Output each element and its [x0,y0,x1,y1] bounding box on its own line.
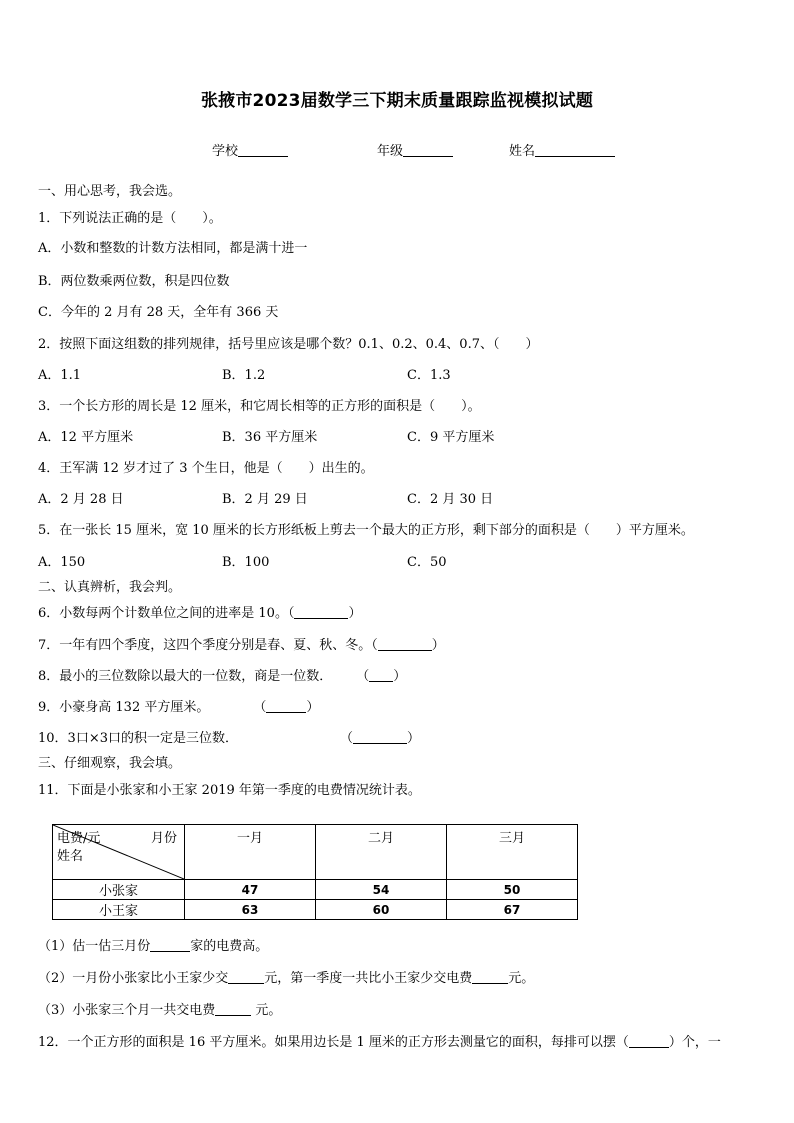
corner-label-fee: 电费/元 [57,831,101,846]
q8-answer-blank[interactable] [369,669,393,682]
q5-option-c: C．50 [407,555,447,570]
question-2: 2．按照下面这组数的排列规律，括号里应该是哪个数？0.1、0.2、0.4、0.7、（ ） [38,337,539,352]
name-label: 姓名 [509,144,536,159]
question-6: 6．小数每两个计数单位之间的进率是 10。（ ） [38,606,362,621]
q9-answer-blank[interactable] [266,700,306,713]
q3-option-c: C．9 平方厘米 [407,430,495,445]
row-name-zhang: 小张家 [53,880,185,900]
question-5: 5．在一张长 15 厘米，宽 10 厘米的长方形纸板上剪去一个最大的正方形，剩下部分的面积是（ ）平方厘米。 [38,523,694,538]
grade-blank[interactable] [403,143,453,157]
table-header-row [53,825,578,880]
question-10: 10．3口×3口的积一定是三位数． （ ） [38,731,421,746]
q2-option-a: A．1.1 [38,368,82,383]
name-field [509,140,615,159]
grade-field [377,140,453,159]
question-7: 7．一年有四个季度，这四个季度分别是春、夏、秋、冬。（ ） [38,638,445,653]
month-header-1: 一月 [185,825,316,880]
q1-option-a: A．小数和整数的计数方法相同，都是满十进一 [38,241,308,256]
q5-option-b: B．100 [222,555,270,570]
q11-sub-1 [38,935,268,954]
q10-text: 10．3口×3口的积一定是三位数． [38,731,238,746]
q3-option-b: B．36 平方厘米 [222,430,318,445]
question-12 [38,1031,721,1050]
q11-sub1-text-a: （1）估一估三月份 [38,939,151,954]
q12-text-b: ）个，一 [668,1035,721,1050]
table-corner-cell [53,825,185,880]
q4-option-b: B．2 月 29 日 [222,492,308,507]
q11-sub1-text-b: 家的电费高。 [190,939,269,954]
section-1-heading: 一、用心思考，我会选。 [38,184,182,199]
q11-sub2-blank-1[interactable] [228,971,264,984]
q9-text: 9．小豪身高 132 平方厘米。 [38,700,210,715]
q5-option-a: A．150 [38,555,86,570]
month-header-2: 二月 [316,825,447,880]
school-field [212,140,288,159]
question-11: 11．下面是小张家和小王家 2019 年第一季度的电费情况统计表。 [38,783,421,798]
question-3: 3．一个长方形的周长是 12 厘米，和它周长相等的正方形的面积是（ ）。 [38,399,481,414]
q6-text: 6．小数每两个计数单位之间的进率是 10。 [38,606,288,621]
month-header-3: 三月 [447,825,578,880]
grade-label: 年级 [377,144,404,159]
school-label: 学校 [212,144,239,159]
question-9: 9．小豪身高 132 平方厘米。 （ ） [38,700,320,715]
q11-sub3-text-a: （3）小张家三个月一共交电费 [38,1003,216,1018]
q1-option-c: C．今年的 2 月有 28 天，全年有 366 天 [38,305,279,320]
cell-value: 67 [447,900,578,920]
q4-option-c: C．2 月 30 日 [407,492,494,507]
question-4: 4．王军满 12 岁才过了 3 个生日，他是（ ）出生的。 [38,461,374,476]
q3-option-a: A．12 平方厘米 [38,430,134,445]
q11-sub2-blank-2[interactable] [472,971,508,984]
q11-sub1-blank[interactable] [150,939,190,952]
q10-answer-blank[interactable] [353,731,407,744]
q8-text: 8．最小的三位数除以最大的一位数，商是一位数． [38,669,333,684]
question-8: 8．最小的三位数除以最大的一位数，商是一位数． （ ） [38,669,407,684]
q11-sub2-text-b: 元，第一季度一共比小王家少交电费 [264,971,473,986]
q1-option-b: B．两位数乘两位数，积是四位数 [38,274,230,289]
row-name-wang: 小王家 [53,900,185,920]
school-blank[interactable] [238,143,288,157]
corner-label-month: 月份 [150,831,177,846]
cell-value: 47 [185,880,316,900]
q12-answer-blank[interactable] [629,1035,669,1048]
q2-option-c: C．1.3 [407,368,451,383]
section-3-heading: 三、仔细观察，我会填。 [38,756,182,771]
question-1: 1．下列说法正确的是（ ）。 [38,211,222,226]
cell-value: 50 [447,880,578,900]
q11-sub2-text-a: （2）一月份小张家比小王家少交 [38,971,229,986]
cell-value: 63 [185,900,316,920]
electricity-fee-table [52,824,578,920]
q11-sub-2 [38,967,534,986]
q7-text: 7．一年有四个季度，这四个季度分别是春、夏、秋、冬。 [38,638,372,653]
table-row [53,880,578,900]
table-row [53,900,578,920]
q2-option-b: B．1.2 [222,368,266,383]
q11-sub3-text-b: 元。 [251,1003,282,1018]
q7-answer-blank[interactable] [378,638,432,651]
page-title: 张掖市2023届数学三下期末质量跟踪监视模拟试题 [200,91,594,111]
q6-answer-blank[interactable] [294,606,348,619]
q11-sub-3 [38,999,281,1018]
cell-value: 54 [316,880,447,900]
q11-sub2-text-c: 元。 [508,971,535,986]
name-blank[interactable] [535,143,615,157]
cell-value: 60 [316,900,447,920]
q4-option-a: A．2 月 28 日 [38,492,124,507]
corner-label-name: 姓名 [57,849,84,864]
section-2-heading: 二、认真辨析，我会判。 [38,580,182,595]
q11-sub3-blank[interactable] [215,1003,251,1016]
q12-text-a: 12．一个正方形的面积是 16 平方厘米。如果用边长是 1 厘米的正方形去测量它的面积，每排可以摆（ [38,1035,629,1050]
